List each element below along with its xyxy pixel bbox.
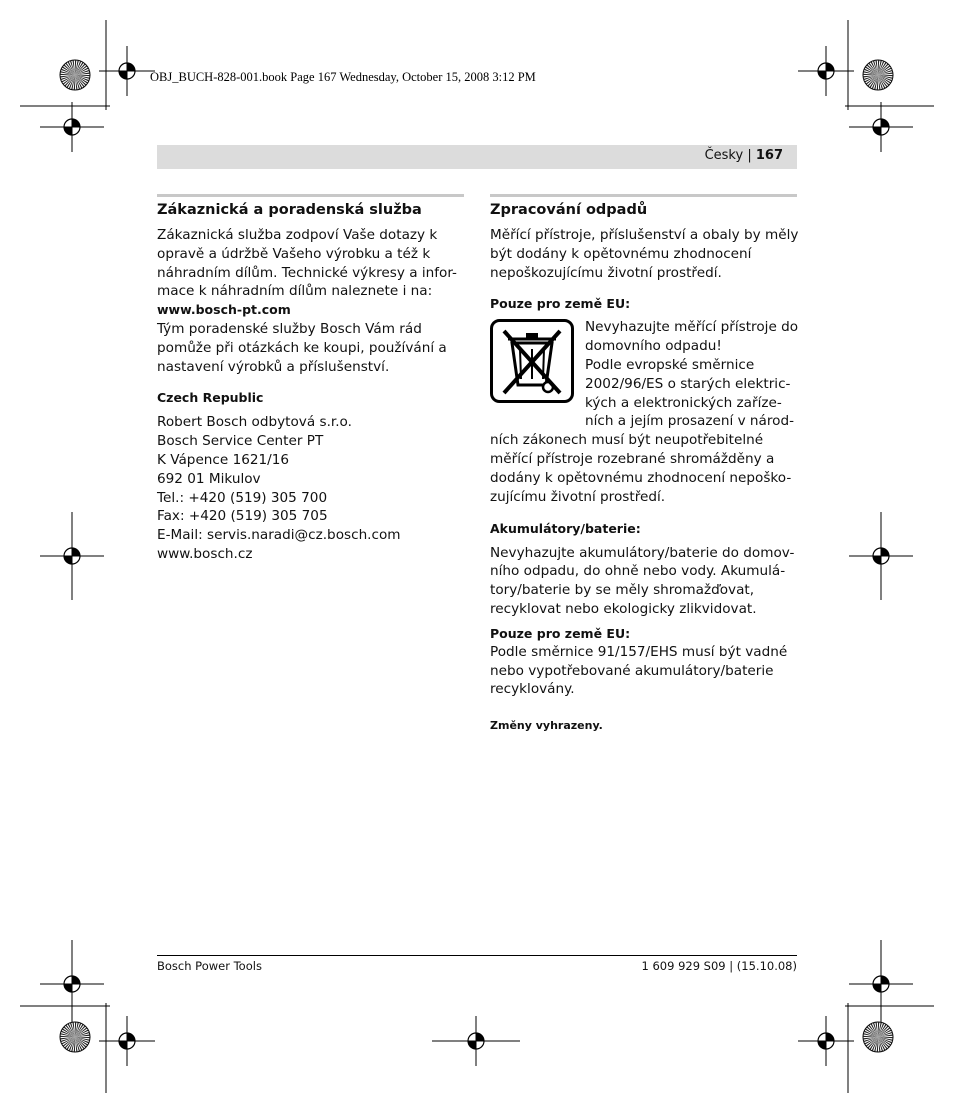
intro-line: náhradním dílům. Technické výkresy a infor- <box>157 264 457 281</box>
right-column <box>490 200 800 736</box>
weee-continuation-line: dodány k opětovnému zhodnocení nepoško- <box>490 469 792 486</box>
page-header-bar <box>157 145 797 169</box>
intro-line: opravě a údržbě Vašeho výrobku a též k <box>157 245 431 262</box>
intro-line: být dodány k opětovnému zhodnocení <box>490 245 752 262</box>
battery-line: recyklovat nebo ekologicky zlikvidovat. <box>490 600 757 617</box>
intro-line: nepoškozujícímu životní prostředí. <box>490 264 722 281</box>
team-line: pomůže při otázkách ke koupi, používání a <box>157 339 447 356</box>
address-line: Robert Bosch odbytová s.r.o. <box>157 414 352 431</box>
eu-battery-line: recyklovány. <box>490 681 575 698</box>
team-line: Tým poradenské služby Bosch Vám rád <box>157 320 422 337</box>
weee-line: Podle evropské směrnice <box>585 356 755 373</box>
eu-only-heading: Pouze pro země EU: <box>490 296 631 312</box>
address-line: Bosch Service Center PT <box>157 433 324 450</box>
footer-brand: Bosch Power Tools <box>157 959 262 973</box>
weee-continuation-line: ních zákonech musí být neupotřebitelné <box>490 432 764 449</box>
phone-line: Tel.: +420 (519) 305 700 <box>157 489 328 506</box>
intro-line: Měřící přístroje, příslušenství a obaly by měly <box>490 227 799 243</box>
battery-line: ního odpadu, do ohně nebo vody. Akumulá- <box>490 563 786 580</box>
battery-line: Nevyhazujte akumulátory/baterie do domov- <box>490 544 795 561</box>
bosch-pt-link[interactable]: www.bosch-pt.com <box>157 302 291 318</box>
email-line[interactable]: E-Mail: servis.naradi@cz.bosch.com <box>157 527 401 544</box>
page-header <box>705 148 783 163</box>
weee-line: kých a elektronických zaříze- <box>585 394 782 411</box>
footer-doc-number: 1 609 929 S09 | (15.10.08) <box>641 959 797 973</box>
page-number: 167 <box>755 148 783 163</box>
weee-line: domovního odpadu! <box>585 338 722 355</box>
header-language: Česky <box>704 148 744 163</box>
left-column <box>157 200 467 564</box>
changes-reserved-note: Změny vyhrazeny. <box>490 719 603 733</box>
fax-line: Fax: +420 (519) 305 705 <box>157 508 328 525</box>
address-line: K Vápence 1621/16 <box>157 451 290 468</box>
eu-battery-line: Podle směrnice 91/157/EHS musí být vadné <box>490 643 788 660</box>
weee-line: 2002/96/ES o starých elektric- <box>585 375 791 392</box>
weee-continuation-line: zujícímu životní prostředí. <box>490 488 666 505</box>
eu-battery-line: nebo vypotřebované akumulátory/baterie <box>490 662 774 679</box>
left-column-rule <box>157 194 464 197</box>
weee-block <box>490 318 800 431</box>
battery-heading: Akumulátory/baterie: <box>490 520 641 536</box>
intro-line: Zákaznická služba zodpoví Vaše dotazy k <box>157 227 438 243</box>
country-heading: Czech Republic <box>157 390 264 406</box>
intro-line: mace k náhradním dílům naleznete i na: <box>157 283 433 300</box>
address-line: 692 01 Mikulov <box>157 470 261 487</box>
weee-line: Nevyhazujte měřící přístroje do <box>585 319 799 336</box>
crossed-out-wheelie-bin-icon <box>490 319 574 403</box>
customer-service-heading: Zákaznická a poradenská služba <box>157 202 422 218</box>
weee-continuation-line: měřící přístroje rozebrané shromážděny a <box>490 451 775 468</box>
website-line[interactable]: www.bosch.cz <box>157 545 253 562</box>
right-column-rule <box>490 194 797 197</box>
print-slug: OBJ_BUCH-828-001.book Page 167 Wednesday, October 15, 2008 3:12 PM <box>150 70 536 84</box>
header-separator: | <box>747 148 752 163</box>
battery-line: tory/baterie by se měly shromažďovat, <box>490 582 755 599</box>
team-line: nastavení výrobků a příslušenství. <box>157 358 390 375</box>
weee-line: ních a jejím prosazení v národ- <box>585 413 795 430</box>
waste-disposal-heading: Zpracování odpadů <box>490 202 648 218</box>
eu-only-heading-2: Pouze pro země EU: <box>490 625 631 641</box>
footer-rule <box>157 955 797 956</box>
